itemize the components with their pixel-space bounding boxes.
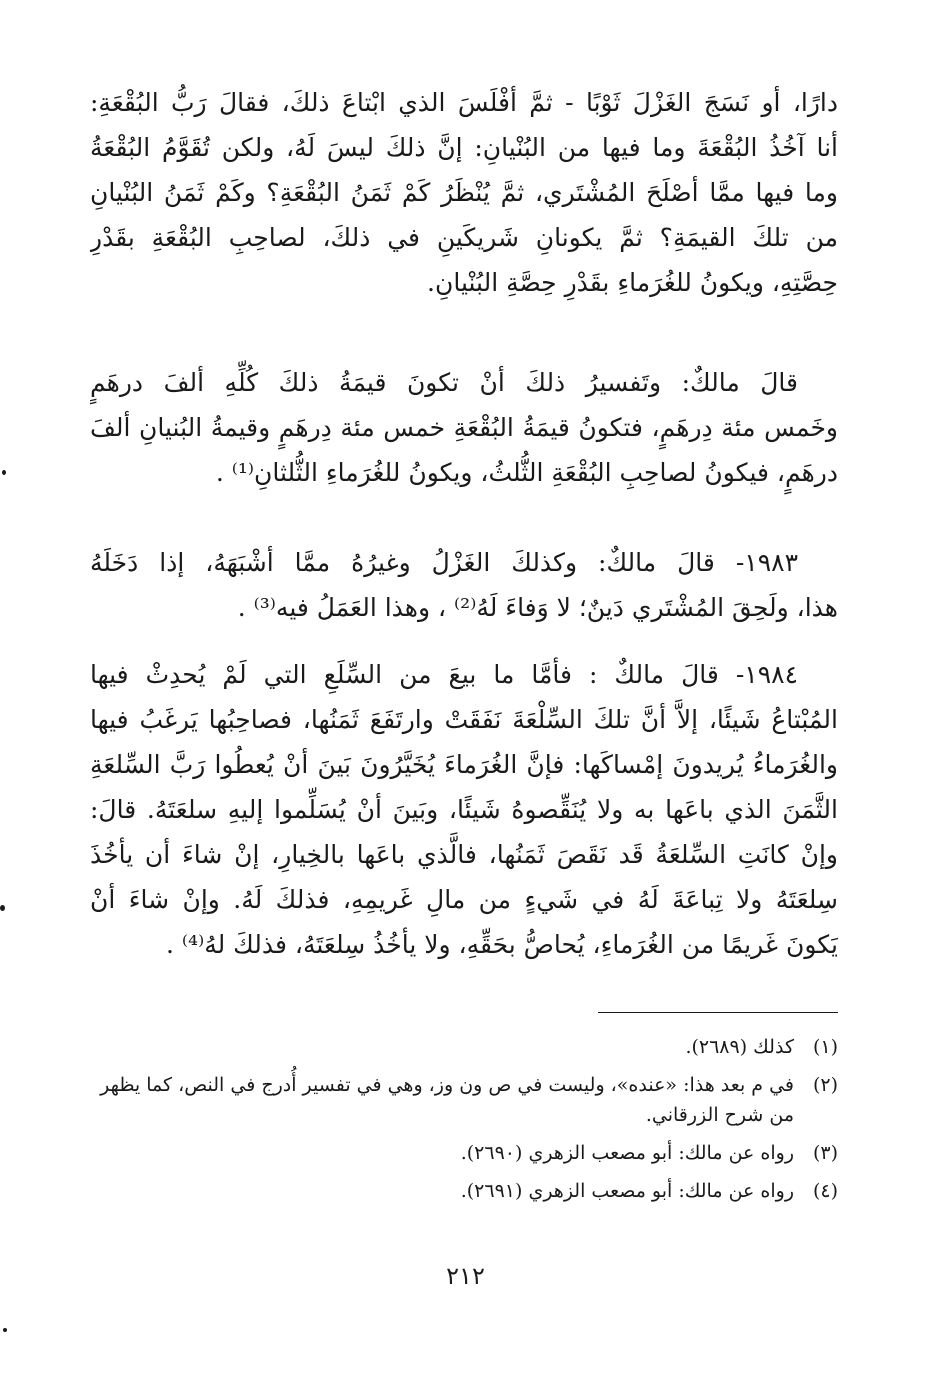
paragraph-3: [90, 540, 838, 630]
text-line: من تلكَ القيمَةِ؟ ثمَّ يكونانِ شَريكَينِ في ذلكَ، لصاحِبِ البُقْعَةِ بقَدْرِ: [90, 223, 838, 252]
text-line: المُبْتاعُ شَيئًا، إلاَّ أنَّ تلكَ السِّلْعَةَ نَفَقَتْ وارتَفَعَ ثَمَنُها، فصاحِبُها يَرغَبُ فيها: [90, 705, 838, 734]
footnote-text: رواه عن مالك: أبو مصعب الزهري (٢٦٩٠).: [460, 1142, 794, 1164]
footnote-divider: [598, 1012, 838, 1013]
text-line: ١٩٨٤- قالَ مالكٌ : فأمَّا ما بيعَ من السِّلَعِ التي لَمْ يُحدِثْ فيها: [90, 660, 798, 689]
footnote-number: (١): [812, 1036, 838, 1058]
text-line: درهَمٍ، فيكونُ لصاحِبِ البُقْعَةِ الثُّلثُ، ويكونُ للغُرَماءِ الثُّلثانِ⁽¹⁾ .: [215, 458, 838, 487]
footnote-item: [90, 1176, 838, 1206]
paragraph-2: [90, 360, 838, 495]
text-line: قالَ مالكٌ: وتَفسيرُ ذلكَ أنْ تكونَ قيمَةُ ذلكَ كُلِّهِ ألفَ درهَمٍ: [90, 368, 798, 397]
text-line: أنا آخُذُ البُقْعَةَ وما فيها من البُنْيانِ: إنَّ ذلكَ ليسَ لَهُ، ولكن تُقَوَّمُ البُقْعَةُ: [90, 133, 838, 162]
text-line: وما فيها ممَّا أصْلَحَ المُشْتَري، ثمَّ يُنْظَرُ كَمْ ثَمَنُ البُقْعَةِ؟ وكَمْ ثَمَنُ البُنْيانِ: [90, 178, 838, 207]
text-line: والغُرَماءُ يُريدونَ إمْساكَها: فإنَّ الغُرَماءَ يُخَيَّرُونَ بَينَ أنْ يُعطُوا رَبَّ السِّلعَةِ: [90, 750, 838, 779]
text-line: سِلعَتَهُ ولا تِباعَةَ لَهُ في شَيءٍ من مالِ غَريمِهِ، فذلكَ لَهُ. وإنْ شاءَ أنْ: [90, 885, 838, 914]
text-line: هذا، ولَحِقَ المُشْتَري دَينٌ؛ لا وَفاءَ لَهُ⁽²⁾ ، وهذا العَمَلُ فيه⁽³⁾ .: [237, 593, 838, 622]
footnote-text: رواه عن مالك: أبو مصعب الزهري (٢٦٩١).: [460, 1180, 794, 1202]
footnote-item: [90, 1070, 838, 1130]
text-line: وخَمس مئة دِرهَمٍ، فتكونُ قيمَةُ البُقْعَةِ خمس مئة دِرهَمٍ وقيمةُ البُنيانِ ألفَ: [90, 413, 838, 442]
text-line: حِصَّتِهِ، ويكونُ للغُرَماءِ بقَدْرِ حِصَّةِ البُنْيانِ.: [427, 268, 838, 297]
footnote-text: في م بعد هذا: «عنده»، وليست في ص ون وز، وهي في تفسير أُدرج في النص، كما يظهر من شرح الزرقاني.: [100, 1074, 794, 1126]
scan-speck: [2, 470, 6, 475]
text-line: دارًا، أو نَسَجَ الغَزْلَ ثَوْبًا - ثمَّ أفْلَسَ الذي ابْتاعَ ذلكَ، فقالَ رَبُّ البُقْعَةِ:: [90, 88, 838, 117]
footnotes: [90, 1032, 838, 1214]
footnote-number: (٢): [812, 1074, 838, 1096]
footnote-number: (٣): [812, 1142, 838, 1164]
paragraph-1: [90, 80, 838, 305]
paragraph-4: [90, 652, 838, 967]
text-line: ١٩٨٣- قالَ مالكٌ: وكذلكَ الغَزْلُ وغيرُهُ ممَّا أشْبَهَهُ، إذا دَخَلَهُ: [90, 548, 798, 577]
text-line: يَكونَ غَريمًا من الغُرَماءِ، يُحاصُّ بحَقِّهِ، ولا يأخُذُ سِلعَتَهُ، فذلكَ لهُ⁽⁴⁾ .: [165, 930, 838, 959]
footnote-item: [90, 1138, 838, 1168]
footnote-number: (٤): [812, 1180, 838, 1202]
page-number: ٢١٢: [446, 1262, 485, 1290]
scan-speck: [3, 1328, 7, 1332]
footnote-text: كذلك (٢٦٨٩).: [685, 1036, 794, 1058]
footnote-item: [90, 1032, 838, 1062]
scan-speck: [0, 905, 5, 911]
text-line: وإنْ كانَتِ السِّلعَةُ قَد نَقَصَ ثَمَنُها، فالَّذي باعَها بالخِيارِ، إنْ شاءَ أن يأخُذَ: [90, 840, 838, 869]
text-line: الثَّمَنَ الذي باعَها به ولا يُنَقِّصوهُ شَيئًا، وبَينَ أنْ يُسَلِّموا إليهِ سلعَتَهُ. قالَ:: [90, 795, 838, 824]
